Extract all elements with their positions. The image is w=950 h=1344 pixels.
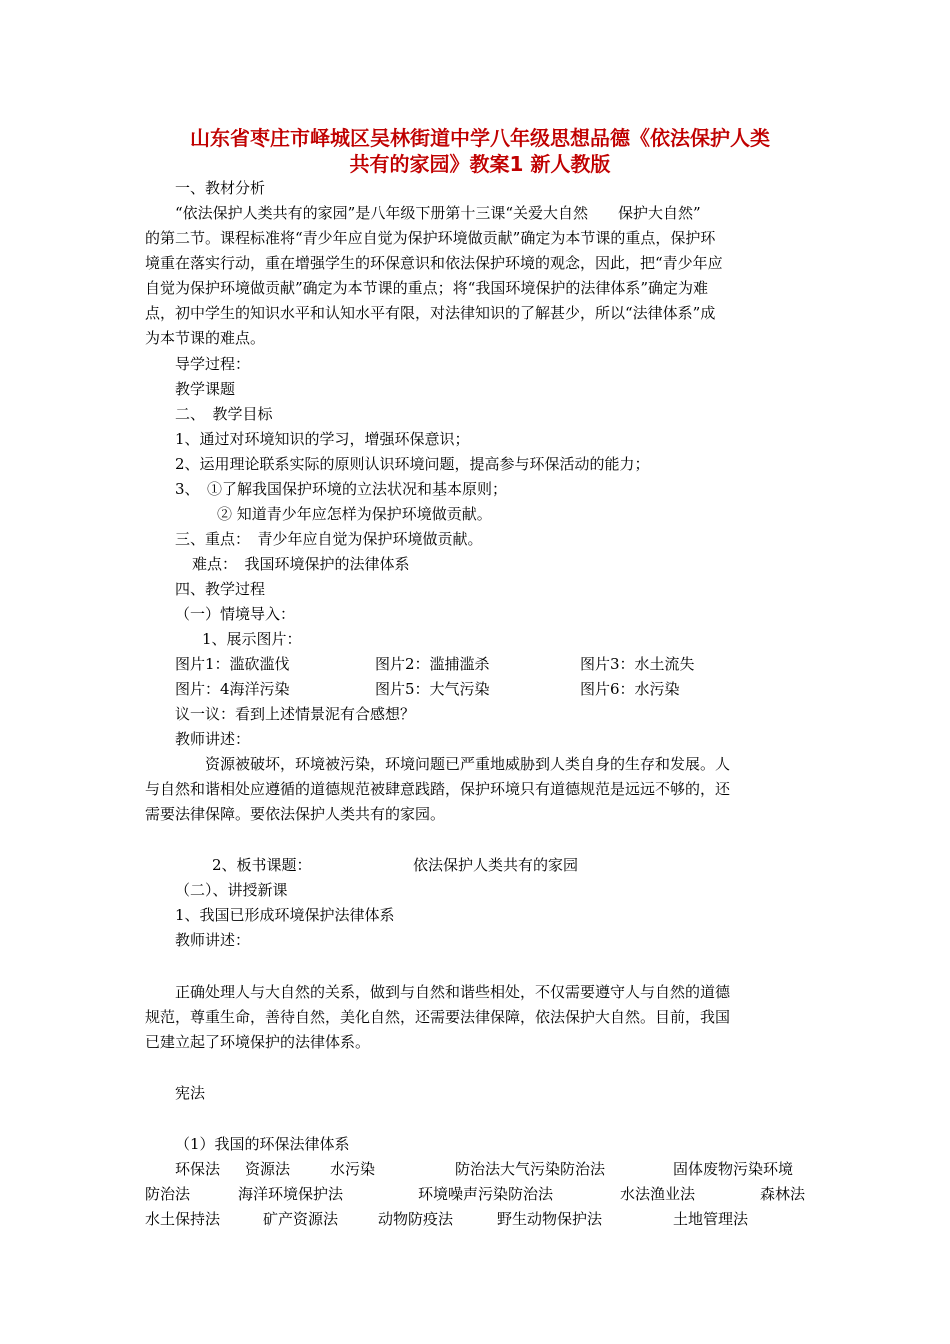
list-item: 环境噪声污染防治法 — [418, 1185, 554, 1203]
title-line-2: 共有的家园》教案1 新人教版 — [349, 152, 611, 176]
list-item: 水法渔业法 — [620, 1185, 696, 1203]
text-line: 教学课题 — [175, 380, 236, 398]
text-line: 议一议：看到上述情景泥有合感想？ — [175, 705, 416, 723]
paragraph-line: “依法保护人类共有的家园”是八年级下册第十三课“关爱大自然 保护大自然” — [175, 204, 701, 222]
list-item: 2、运用理论联系实际的原则认识环境问题，提高参与环保活动的能力； — [175, 455, 650, 473]
list-item: 3、 ①了解我国保护环境的立法状况和基本原则； — [175, 480, 508, 498]
list-item: 土地管理法 — [673, 1210, 749, 1228]
section-heading: 二、 教学目标 — [175, 405, 273, 423]
paragraph-line: 已建立起了环境保护的法律体系。 — [145, 1033, 371, 1051]
subsection-heading: （一）情境导入： — [175, 605, 296, 623]
paragraph-line: 与自然和谐相处应遵循的道德规范被肆意践踏，保护环境只有道德规范是远远不够的，还 — [145, 780, 731, 798]
list-item: 防治法大气污染防治法 — [455, 1160, 606, 1178]
list-item: 固体废物污染环境 — [673, 1160, 794, 1178]
paragraph-line: 资源被破坏，环境被污染，环境问题已严重地威胁到人类自身的生存和发展。人 — [205, 755, 731, 773]
paragraph-line: 规范，尊重生命，善待自然，美化自然，还需要法律保障，依法保护大自然。目前，我国 — [145, 1008, 731, 1026]
list-item: 森林法 — [760, 1185, 806, 1203]
list-item: 动物防疫法 — [378, 1210, 454, 1228]
section-heading: 四、教学过程 — [175, 580, 266, 598]
text-line: 宪法 — [175, 1084, 206, 1102]
text-line: 2、板书课题： — [212, 856, 312, 874]
list-item: 图片6：水污染 — [580, 680, 680, 698]
text-line: 难点： 我国环境保护的法律体系 — [192, 555, 410, 573]
paragraph-line: 为本节课的难点。 — [145, 329, 266, 347]
list-item: 水土保持法 — [145, 1210, 221, 1228]
text-line: 教师讲述： — [175, 931, 251, 949]
list-item: 资源法 — [245, 1160, 291, 1178]
list-item: 野生动物保护法 — [497, 1210, 603, 1228]
paragraph-line: 境重在落实行动，重在增强学生的环保意识和依法保护环境的观念，因此，把“青少年应 — [145, 254, 723, 272]
text-line: （1）我国的环保法律体系 — [175, 1135, 350, 1153]
text-line: 依法保护人类共有的家园 — [413, 856, 579, 874]
list-item: ② 知道青少年应怎样为保护环境做贡献。 — [217, 505, 492, 523]
paragraph-line: 需要法律保障。要依法保护人类共有的家园。 — [145, 805, 446, 823]
list-item: 图片2：滥捕滥杀 — [375, 655, 490, 673]
text-line: 1、我国已形成环境保护法律体系 — [175, 906, 395, 924]
section-heading: 一、教材分析 — [175, 179, 266, 197]
list-item: 水污染 — [330, 1160, 376, 1178]
list-item: 图片3：水土流失 — [580, 655, 695, 673]
list-item: 1、通过对环境知识的学习，增强环保意识； — [175, 430, 470, 448]
paragraph-line: 的第二节。课程标准将“青少年应自觉为保护环境做贡献”确定为本节课的重点，保护环 — [145, 229, 716, 247]
text-line: 导学过程： — [175, 355, 251, 373]
text-line: 1、展示图片： — [202, 630, 302, 648]
paragraph-line: 自觉为保护环境做贡献”确定为本节课的重点；将“我国环境保护的法律体系”确定为难 — [145, 279, 709, 297]
title-line-1: 山东省枣庄市峄城区吴林街道中学八年级思想品德《依法保护人类 — [190, 126, 770, 150]
paragraph-line: 正确处理人与大自然的关系，做到与自然和谐些相处，不仅需要遵守人与自然的道德 — [175, 983, 731, 1001]
list-item: 图片：4海洋污染 — [175, 680, 290, 698]
list-item: 矿产资源法 — [263, 1210, 339, 1228]
text-line: 教师讲述： — [175, 730, 251, 748]
list-item: 海洋环境保护法 — [238, 1185, 344, 1203]
subsection-heading: （二）、讲授新课 — [175, 881, 288, 899]
list-item: 环保法 — [175, 1160, 221, 1178]
text-line: 三、重点： 青少年应自觉为保护环境做贡献。 — [175, 530, 483, 548]
list-item: 防治法 — [145, 1185, 191, 1203]
document-title — [145, 125, 815, 177]
paragraph-line: 点，初中学生的知识水平和认知水平有限，对法律知识的了解甚少，所以“法律体系”成 — [145, 304, 716, 322]
list-item: 图片5：大气污染 — [375, 680, 490, 698]
list-item: 图片1：滥砍滥伐 — [175, 655, 290, 673]
